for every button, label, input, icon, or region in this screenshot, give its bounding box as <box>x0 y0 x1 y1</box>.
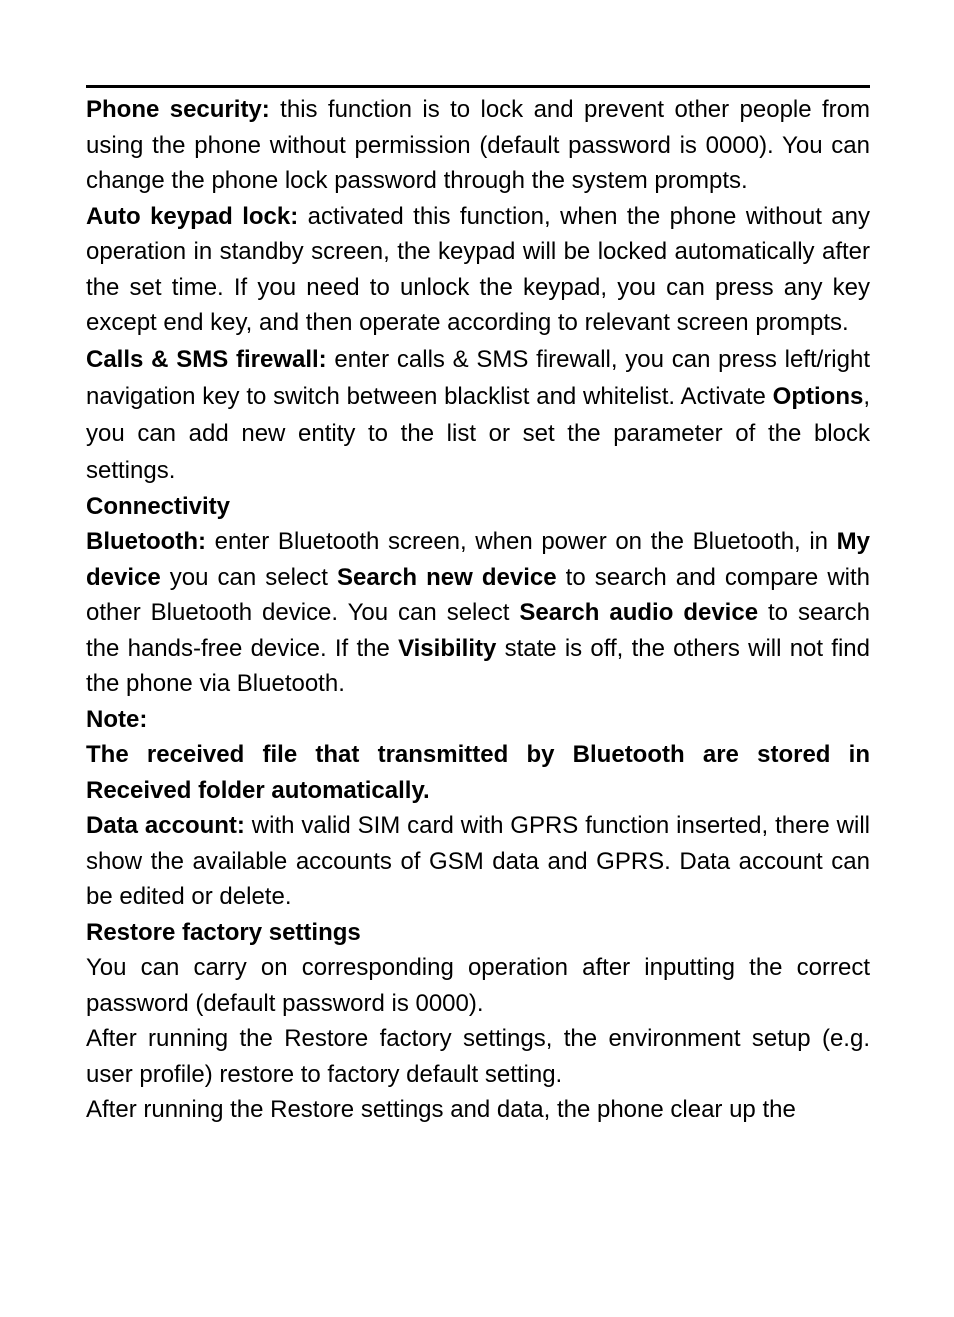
note-heading: Note: <box>86 705 148 733</box>
restore-paragraph-3: After running the Restore settings and data, the phone clear up the <box>86 1096 796 1123</box>
restore-paragraph-2: After running the Restore factory settings, the environment setup (e.g. user profile) restore to factory default setting. <box>86 1025 870 1088</box>
restore-factory-settings-heading: Restore factory settings <box>86 918 361 946</box>
visibility-term: Visibility <box>398 634 497 662</box>
calls-sms-firewall-term: Calls & SMS firewall: <box>86 345 327 373</box>
auto-keypad-lock-text: activated this function, when the phone without any operation in standby screen, the keypad will be locked automatically after the set time. If you need to unlock the keypad, you can press any key except end key, and then operate according to relevant screen prompts. <box>86 202 870 336</box>
document-page <box>86 85 870 1128</box>
data-account-text: with valid SIM card with GPRS function inserted, there will show the available accounts of GSM data and GPRS. Data account can be edited or delete. <box>86 812 870 910</box>
bluetooth-text-4: to search the hands-free device. If the <box>86 599 871 662</box>
calls-sms-firewall-paragraph <box>86 341 870 489</box>
calls-sms-firewall-text-2: , you can add new entity to the list or set the parameter of the block settings. <box>86 382 870 484</box>
note-text: The received file that transmitted by Bluetooth are stored in Received folder automatically. <box>86 741 870 804</box>
options-term: Options <box>772 382 864 410</box>
search-audio-device-term: Search audio device <box>519 599 759 626</box>
my-device-term: My device <box>86 528 870 591</box>
restore-paragraph-1: You can carry on corresponding operation after inputting the correct password (default password is 0000). <box>86 954 870 1017</box>
bluetooth-text-2: you can select <box>160 563 338 591</box>
auto-keypad-lock-term: Auto keypad lock: <box>86 202 299 230</box>
connectivity-heading: Connectivity <box>86 492 231 520</box>
bluetooth-paragraph <box>86 524 870 702</box>
phone-security-paragraph <box>86 92 870 199</box>
bluetooth-text-1: enter Bluetooth screen, when power on the Bluetooth, in <box>205 528 837 555</box>
search-new-device-term: Search new device <box>337 563 557 591</box>
phone-security-term: Phone security: <box>86 96 270 123</box>
header-rule <box>86 85 870 88</box>
data-account-paragraph <box>86 808 870 915</box>
bluetooth-text-3: to search and compare with other Bluetooth device. You can select <box>86 563 871 626</box>
auto-keypad-lock-paragraph <box>86 199 870 341</box>
bluetooth-term: Bluetooth: <box>86 528 206 555</box>
phone-security-text: this function is to lock and prevent other people from using the phone without permission (default password is 0000). You can change the phone lock password through the system prompts. <box>86 96 871 194</box>
data-account-term: Data account: <box>86 812 245 839</box>
calls-sms-firewall-text-1: enter calls & SMS firewall, you can press left/right navigation key to switch between blacklist and whitelist. Activate <box>86 345 870 410</box>
bluetooth-text-5: state is off, the others will not find the phone via Bluetooth. <box>86 634 871 697</box>
